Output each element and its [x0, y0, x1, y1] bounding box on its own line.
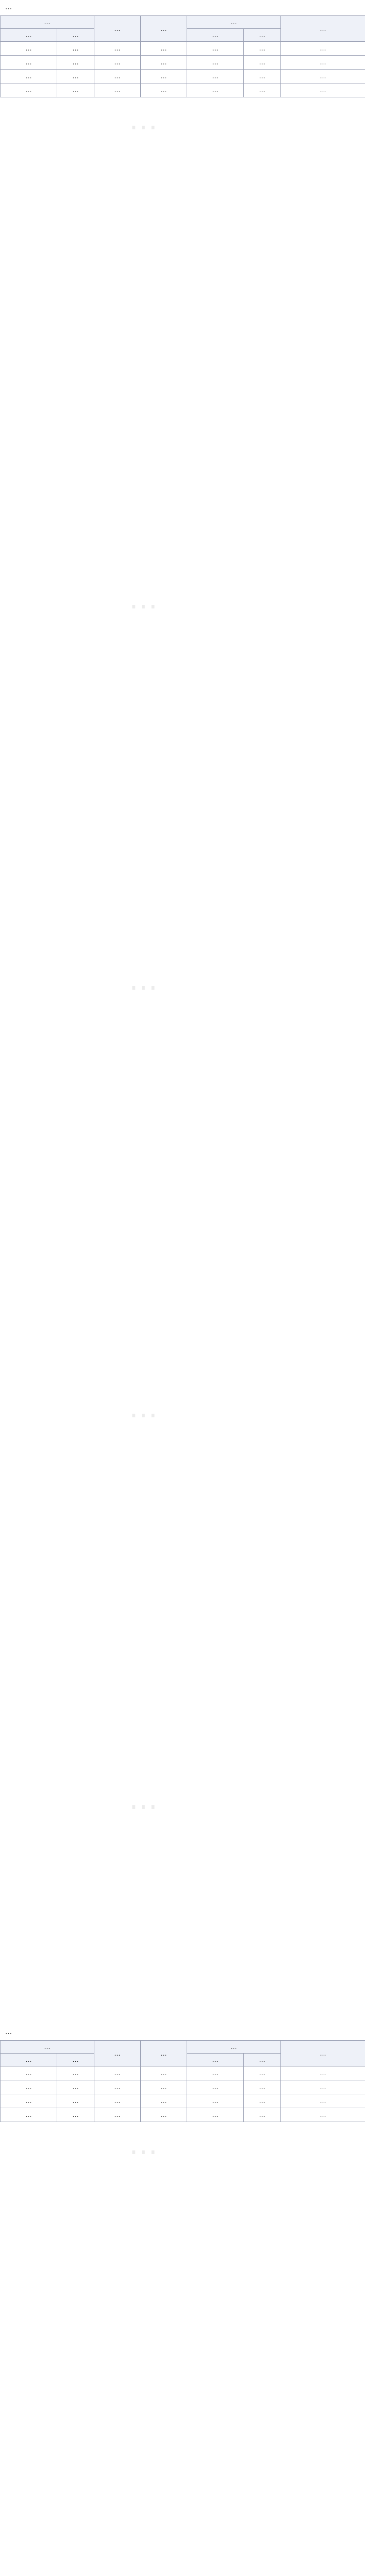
position-header: … — [244, 2054, 281, 2066]
roster-table — [0, 2040, 365, 2122]
left-position-cell: … — [57, 2094, 94, 2108]
right-position-cell: … — [244, 83, 281, 97]
page-watermark: … — [129, 1391, 158, 1425]
name-cell: … — [94, 2066, 141, 2080]
name-cell: … — [141, 2094, 187, 2108]
right-area-cell: … — [187, 2080, 244, 2094]
right-position-cell: … — [244, 70, 281, 83]
name-cell: … — [141, 42, 187, 56]
right-area-cell: … — [187, 70, 244, 83]
right-position-cell: … — [244, 56, 281, 70]
right-area-cell: … — [187, 2108, 244, 2122]
left-position-cell: … — [57, 2108, 94, 2122]
area-header: … — [187, 2054, 244, 2066]
left-area-cell: … — [1, 70, 57, 83]
position-header: … — [244, 29, 281, 42]
table-row — [1, 2066, 365, 2080]
name-cell: … — [141, 2108, 187, 2122]
left-area-cell: … — [1, 2066, 57, 2080]
right-position-cell: … — [244, 42, 281, 56]
name-cell: … — [141, 70, 187, 83]
roster-section-second — [0, 2025, 365, 2122]
table-row — [1, 2094, 365, 2108]
name-cell: … — [141, 2080, 187, 2094]
left-position-cell: … — [57, 56, 94, 70]
note-header: … — [281, 2041, 365, 2066]
name-header: … — [94, 2041, 141, 2066]
note-cell: … — [281, 2080, 365, 2094]
area-header: … — [187, 29, 244, 42]
roster-table — [0, 15, 365, 97]
right-area-cell: … — [187, 56, 244, 70]
area-header: … — [1, 2054, 57, 2066]
left-position-cell: … — [57, 83, 94, 97]
table-row — [1, 83, 365, 97]
left-area-cell: … — [1, 2094, 57, 2108]
left-area-cell: … — [1, 56, 57, 70]
left-area-cell: … — [1, 83, 57, 97]
left-area-cell: … — [1, 2108, 57, 2122]
table-row — [1, 2108, 365, 2122]
left-area-cell: … — [1, 2080, 57, 2094]
note-cell: … — [281, 70, 365, 83]
name-header: … — [141, 2041, 187, 2066]
note-cell: … — [281, 2066, 365, 2080]
page-watermark: … — [129, 1783, 158, 1816]
name-cell: … — [141, 2066, 187, 2080]
name-cell: … — [94, 2108, 141, 2122]
note-cell: … — [281, 56, 365, 70]
right-position-cell: … — [244, 2094, 281, 2108]
name-cell: … — [141, 83, 187, 97]
note-header: … — [281, 16, 365, 42]
page-watermark: … — [129, 2128, 158, 2161]
right-group-header: … — [187, 16, 281, 29]
name-cell: … — [94, 2094, 141, 2108]
note-cell: … — [281, 83, 365, 97]
left-position-cell: … — [57, 2066, 94, 2080]
page-watermark: … — [129, 103, 158, 137]
table-row — [1, 70, 365, 83]
position-header: … — [57, 29, 94, 42]
name-cell: … — [141, 56, 187, 70]
roster-body — [1, 2066, 365, 2122]
note-cell: … — [281, 2094, 365, 2108]
right-area-cell: … — [187, 83, 244, 97]
left-position-cell: … — [57, 42, 94, 56]
right-position-cell: … — [244, 2080, 281, 2094]
left-group-header: … — [1, 2041, 94, 2054]
right-position-cell: … — [244, 2108, 281, 2122]
left-group-header: … — [1, 16, 94, 29]
table-row — [1, 42, 365, 56]
name-cell: … — [94, 56, 141, 70]
area-header: … — [1, 29, 57, 42]
left-area-cell: … — [1, 42, 57, 56]
table-row — [1, 2080, 365, 2094]
table-row — [1, 56, 365, 70]
page-watermark: … — [129, 582, 158, 616]
name-cell: … — [94, 83, 141, 97]
right-group-header: … — [187, 2041, 281, 2054]
roster-body — [1, 42, 365, 97]
left-position-cell: … — [57, 2080, 94, 2094]
right-area-cell: … — [187, 42, 244, 56]
name-cell: … — [94, 2080, 141, 2094]
section-title: … — [5, 2028, 12, 2036]
page-watermark: … — [129, 963, 158, 997]
name-cell: … — [94, 70, 141, 83]
right-area-cell: … — [187, 2094, 244, 2108]
right-position-cell: … — [244, 2066, 281, 2080]
position-header: … — [57, 2054, 94, 2066]
section-title: … — [5, 4, 12, 11]
note-cell: … — [281, 2108, 365, 2122]
note-cell: … — [281, 42, 365, 56]
name-header: … — [94, 16, 141, 42]
name-header: … — [141, 16, 187, 42]
name-cell: … — [94, 42, 141, 56]
right-area-cell: … — [187, 2066, 244, 2080]
roster-section-first — [0, 0, 365, 97]
left-position-cell: … — [57, 70, 94, 83]
